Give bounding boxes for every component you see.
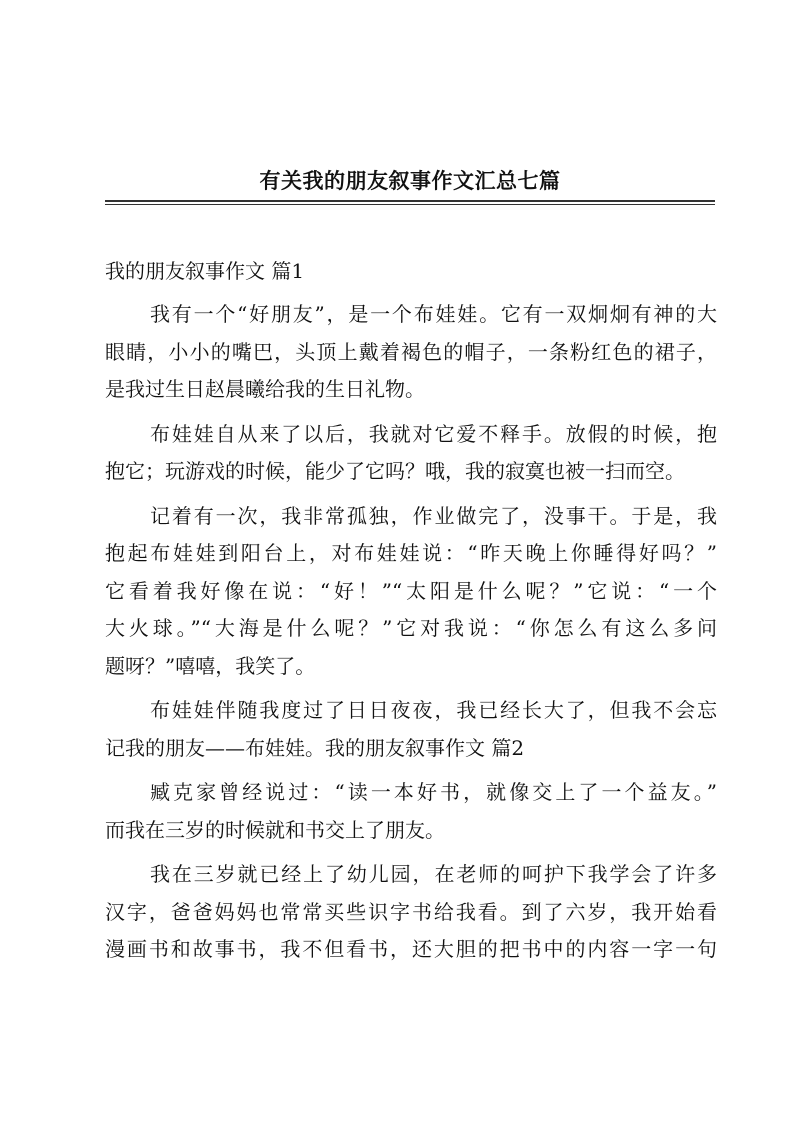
paragraph-line: 大火球。”“大海是什么呢？”它对我说：“你怎么有这么多问: [105, 616, 717, 640]
section-heading: 我的朋友叙事作文 篇1: [105, 259, 305, 283]
paragraph-line: 而我在三岁的时候就和书交上了朋友。: [105, 817, 445, 842]
paragraph-line: 漫画书和故事书，我不但看书，还大胆的把书中的内容一字一句: [105, 937, 717, 961]
paragraph-line: 记着有一次，我非常孤独，作业做完了，没事干。于是，我: [150, 503, 717, 528]
paragraph-line: 臧克家曾经说过：“读一本好书，就像交上了一个益友。”: [150, 780, 717, 804]
paragraph-line: 是我过生日赵晨曦给我的生日礼物。: [105, 377, 425, 401]
paragraph-5: [105, 774, 717, 849]
paragraph-1: [105, 296, 717, 409]
title-divider: [105, 200, 715, 205]
paragraph-line: 我有一个“好朋友”，是一个布娃娃。它有一双炯炯有神的大: [150, 302, 717, 326]
paragraph-line: 它看着我好像在说：“好！”“太阳是什么呢？”它说：“一个: [105, 578, 717, 603]
paragraph-6: [105, 856, 717, 969]
paragraph-line: 布娃娃伴随我度过了日日夜夜，我已经长大了，但我不会忘: [150, 698, 717, 722]
paragraph-4: [105, 692, 717, 767]
paragraph-line: 布娃娃自从来了以后，我就对它爱不释手。放假的时候，抱: [150, 421, 717, 446]
document-body: [105, 255, 717, 969]
document-title: 有关我的朋友叙事作文汇总七篇: [259, 168, 561, 193]
paragraph-line: 记我的朋友——布娃娃。我的朋友叙事作文 篇2: [105, 735, 525, 760]
paragraph-line: 抱它；玩游戏的时候，能少了它吗？哦，我的寂寞也被一扫而空。: [105, 459, 685, 483]
paragraph-line: 汉字，爸爸妈妈也常常买些识字书给我看。到了六岁，我开始看: [105, 899, 717, 924]
paragraph-line: 题呀？”嘻嘻，我笑了。: [105, 653, 316, 678]
paragraph-3: [105, 498, 717, 686]
paragraph-line: 抱起布娃娃到阳台上，对布娃娃说：“昨天晚上你睡得好吗？”: [105, 541, 717, 565]
paragraph-line: 眼睛，小小的嘴巴，头顶上戴着褐色的帽子，一条粉红色的裙子，: [105, 339, 717, 364]
paragraph-line: 我在三岁就已经上了幼儿园，在老师的呵护下我学会了许多: [150, 862, 717, 886]
paragraph-2: [105, 416, 717, 491]
